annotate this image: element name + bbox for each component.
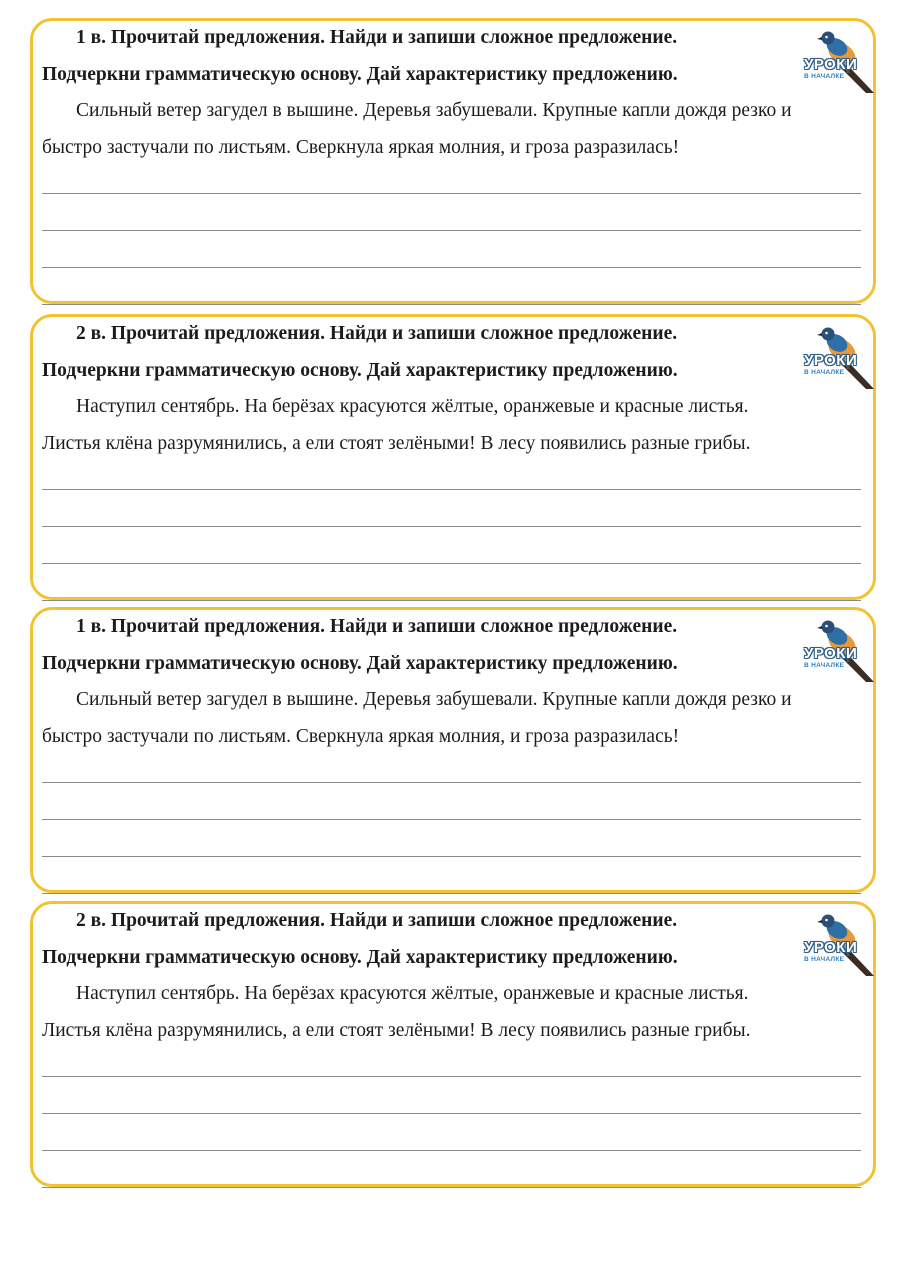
answer-line[interactable] bbox=[42, 193, 861, 194]
logo-text: УРОКИ bbox=[804, 939, 858, 956]
logo-text: УРОКИ bbox=[804, 645, 858, 662]
logo-subtext: В НАЧАЛКЕ bbox=[804, 369, 845, 376]
answer-line[interactable] bbox=[42, 526, 861, 527]
logo bbox=[804, 323, 876, 389]
answer-line[interactable] bbox=[42, 1150, 861, 1151]
task-text-line-1: Сильный ветер загудел в вышине. Деревья забушевали. Крупные капли дождя резко и bbox=[76, 689, 792, 710]
answer-line[interactable] bbox=[42, 856, 861, 857]
logo-text: УРОКИ bbox=[804, 352, 858, 369]
task-card-3 bbox=[30, 607, 876, 893]
task-title: 2 в. Прочитай предложения. Найди и запиши сложное предложение. bbox=[76, 910, 678, 931]
answer-line[interactable] bbox=[42, 304, 861, 305]
task-instruction: Подчеркни грамматическую основу. Дай характеристику предложению. bbox=[42, 64, 678, 85]
logo-subtext: В НАЧАЛКЕ bbox=[804, 662, 845, 669]
answer-line[interactable] bbox=[42, 1113, 861, 1114]
task-instruction: Подчеркни грамматическую основу. Дай характеристику предложению. bbox=[42, 360, 678, 381]
task-text-line-2: Листья клёна разрумянились, а ели стоят зелёными! В лесу появились разные грибы. bbox=[42, 433, 751, 454]
answer-line[interactable] bbox=[42, 230, 861, 231]
answer-line[interactable] bbox=[42, 600, 861, 601]
task-text-line-2: Листья клёна разрумянились, а ели стоят зелёными! В лесу появились разные грибы. bbox=[42, 1020, 751, 1041]
answer-line[interactable] bbox=[42, 1076, 861, 1077]
task-text-line-1: Наступил сентябрь. На берёзах красуются жёлтые, оранжевые и красные листья. bbox=[76, 396, 749, 417]
task-title: 1 в. Прочитай предложения. Найди и запиши сложное предложение. bbox=[76, 27, 678, 48]
answer-line[interactable] bbox=[42, 267, 861, 268]
task-text-line-2: быстро застучали по листьям. Сверкнула яркая молния, и гроза разразилась! bbox=[42, 137, 680, 158]
logo-subtext: В НАЧАЛКЕ bbox=[804, 73, 845, 80]
logo bbox=[804, 616, 876, 682]
task-text-line-1: Наступил сентябрь. На берёзах красуются жёлтые, оранжевые и красные листья. bbox=[76, 983, 749, 1004]
logo bbox=[804, 910, 876, 976]
answer-line[interactable] bbox=[42, 489, 861, 490]
task-title: 2 в. Прочитай предложения. Найди и запиши сложное предложение. bbox=[76, 323, 678, 344]
answer-line[interactable] bbox=[42, 893, 861, 894]
task-card-4 bbox=[30, 901, 876, 1187]
task-title: 1 в. Прочитай предложения. Найди и запиши сложное предложение. bbox=[76, 616, 678, 637]
answer-line[interactable] bbox=[42, 1187, 861, 1188]
task-card-1 bbox=[30, 18, 876, 304]
logo bbox=[804, 27, 876, 93]
logo-subtext: В НАЧАЛКЕ bbox=[804, 956, 845, 963]
task-instruction: Подчеркни грамматическую основу. Дай характеристику предложению. bbox=[42, 653, 678, 674]
answer-line[interactable] bbox=[42, 782, 861, 783]
logo-text: УРОКИ bbox=[804, 56, 858, 73]
answer-line[interactable] bbox=[42, 563, 861, 564]
task-instruction: Подчеркни грамматическую основу. Дай характеристику предложению. bbox=[42, 947, 678, 968]
answer-line[interactable] bbox=[42, 819, 861, 820]
task-text-line-1: Сильный ветер загудел в вышине. Деревья забушевали. Крупные капли дождя резко и bbox=[76, 100, 792, 121]
task-card-2 bbox=[30, 314, 876, 600]
task-text-line-2: быстро застучали по листьям. Сверкнула яркая молния, и гроза разразилась! bbox=[42, 726, 680, 747]
